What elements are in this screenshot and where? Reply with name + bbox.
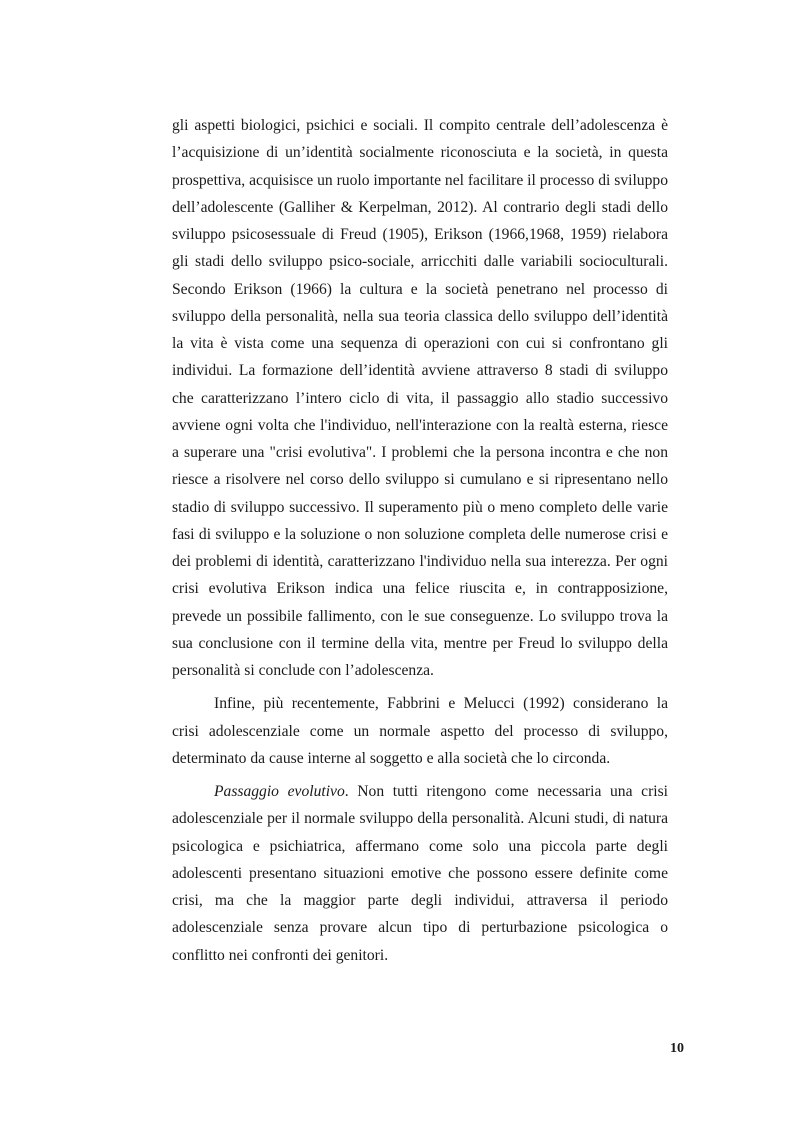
text-line: determinato da cause interne al soggetto e alla società che lo circonda. xyxy=(172,749,611,767)
text-line: dell’adolescente (Galliher & Kerpelman, 2012). Al contrario degli stadi dello xyxy=(172,198,668,216)
text-line xyxy=(172,778,668,805)
text-line: individui. La formazione dell’identità avviene attraverso 8 stadi di sviluppo xyxy=(172,362,668,380)
text-run: . Non tutti ritengono come necessaria una crisi xyxy=(344,783,668,800)
text-line: sviluppo della personalità, nella sua teoria classica dello sviluppo dell’identità xyxy=(172,307,668,325)
text-line: adolescenti presentano situazioni emotive che possono essere definite come xyxy=(172,864,668,882)
text-line: personalità si conclude con l’adolescenza. xyxy=(172,662,434,679)
text-line: prospettiva, acquisisce un ruolo importante nel facilitare il processo di sviluppo xyxy=(172,171,668,189)
text-line: adolescenziale senza provare alcun tipo di perturbazione psicologica o xyxy=(172,919,668,937)
text-line: sua conclusione con il termine della vita, mentre per Freud lo sviluppo della xyxy=(172,634,668,652)
text-line: crisi evolutiva Erikson indica una felice riuscita e, in contrapposizione, xyxy=(172,580,668,598)
text-line: avviene ogni volta che l'individuo, nell'interazione con la realtà esterna, riesce xyxy=(172,416,668,434)
text-line: la vita è vista come una sequenza di operazioni con cui si confrontano gli xyxy=(172,335,668,352)
text-line: conflitto nei confronti dei genitori. xyxy=(172,946,389,964)
paragraph xyxy=(172,778,668,969)
text-line: che caratterizzano l’intero ciclo di vita, il passaggio allo stadio successivo xyxy=(172,389,668,407)
text-line: fasi di sviluppo e la soluzione o non soluzione completa delle numerose crisi e xyxy=(172,525,668,543)
text-line: prevede un possibile fallimento, con le sue conseguenze. Lo sviluppo trova la xyxy=(172,607,668,625)
text-line: riesce a risolvere nel corso dello sviluppo si cumulano e si ripresentano nello xyxy=(172,471,668,489)
paragraph xyxy=(172,690,668,772)
text-line: sviluppo psicosessuale di Freud (1905), Erikson (1966,1968, 1959) rielabora xyxy=(172,226,668,243)
text-line: stadio di sviluppo successivo. Il superamento più o meno completo delle varie xyxy=(172,498,668,516)
text-line: psicologica e psichiatrica, affermano come solo una piccola parte degli xyxy=(172,837,668,855)
text-line: gli aspetti biologici, psichici e sociali. Il compito centrale dell’adolescenza è xyxy=(172,117,668,134)
paragraph xyxy=(172,112,668,684)
text-line: Secondo Erikson (1966) la cultura e la società penetrano nel processo di xyxy=(172,280,668,298)
text-line: dei problemi di identità, caratterizzano l'individuo nella sua interezza. Per ogni xyxy=(172,553,668,570)
text-line: a superare una "crisi evolutiva". I problemi che la persona incontra e che non xyxy=(172,444,668,461)
text-line: crisi adolescenziale come un normale aspetto del processo di sviluppo, xyxy=(172,722,668,740)
page-number: 10 xyxy=(670,1041,684,1056)
italic-heading: Passaggio evolutivo xyxy=(214,783,345,800)
text-run: Infine, più recentemente, Fabbrini e Melucci (1992) considerano la xyxy=(214,695,668,713)
text-line: crisi, ma che la maggior parte degli individui, attraversa il periodo xyxy=(172,892,668,909)
text-line: l’acquisizione di un’identità socialmente riconosciuta e la società, in questa xyxy=(172,144,668,162)
text-line: adolescenziale per il normale sviluppo della personalità. Alcuni studi, di natura xyxy=(172,810,668,828)
body-text xyxy=(172,112,668,969)
text-line: gli stadi dello sviluppo psico-sociale, arricchiti dalle variabili socioculturali. xyxy=(172,253,668,271)
text-line xyxy=(172,690,668,717)
